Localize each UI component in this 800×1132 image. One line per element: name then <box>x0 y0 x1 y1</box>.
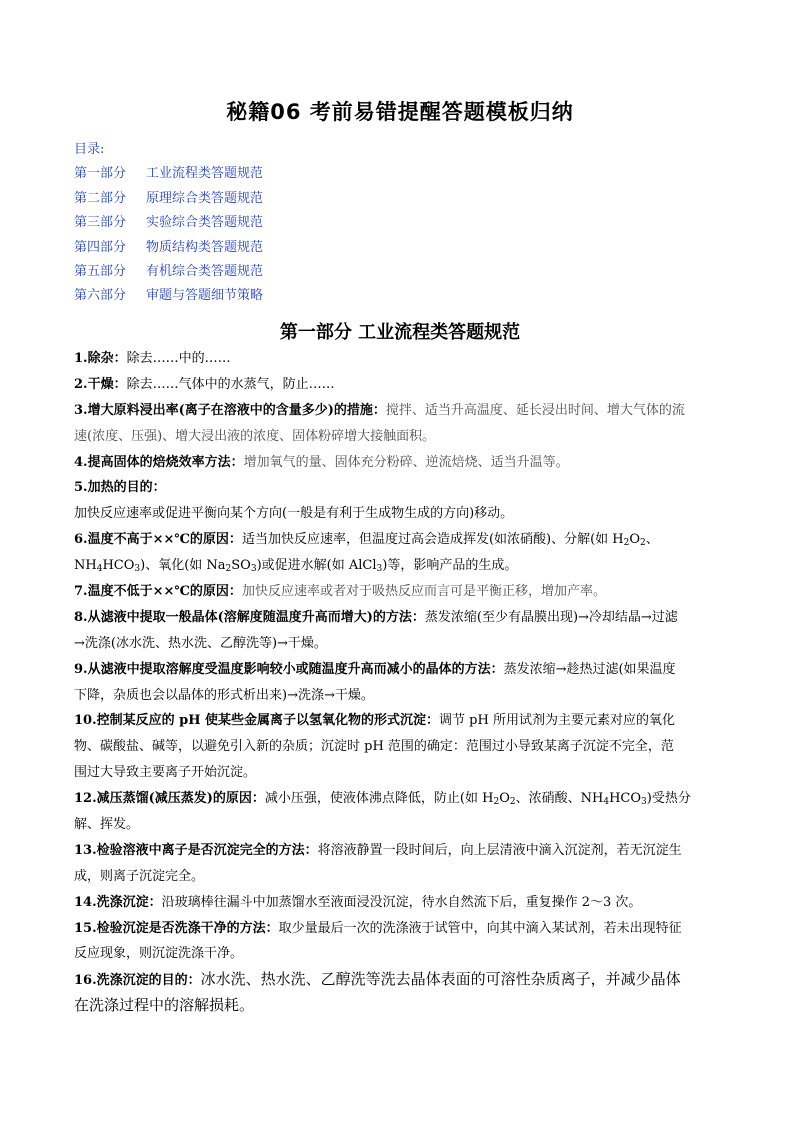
toc-item-label: 实验综合类答题规范 <box>146 215 264 231</box>
list-item-continuation: 下降，杂质也会以晶体的形式析出来)→洗涤→干燥。 <box>74 687 374 703</box>
list-item-continuation: 反应现象，则沉淀洗涤干净。 <box>74 946 244 962</box>
list-item-continuation: 加快反应速率或促进平衡向某个方向(一般是有利于生成物生成的方向)移动。 <box>74 506 514 522</box>
item-text: O <box>499 791 510 807</box>
toc-item-label: 工业流程类答题规范 <box>146 166 264 182</box>
item-heading: 1.除杂： <box>74 351 127 366</box>
toc-item-number: 第一部分 <box>74 166 127 182</box>
subscript: 2 <box>509 797 516 808</box>
subscript: 2 <box>640 538 646 549</box>
item-heading: 7.温度不低于××℃的原因： <box>74 584 242 600</box>
list-item <box>74 450 734 476</box>
item-heading: 14.洗涤沉淀： <box>74 894 162 910</box>
toc-item-label: 有机综合类答题规范 <box>146 263 264 279</box>
list-item <box>74 967 734 993</box>
item-text: 将溶液静置一段时间后，向上层清液中滴入沉淀剂，若无沉淀生 <box>317 842 682 858</box>
toc-item-number: 第六部分 <box>74 288 127 304</box>
item-text: 除去……气体中的水蒸气，防止…… <box>126 376 335 392</box>
subscript: 2 <box>225 564 232 575</box>
list-item <box>74 708 734 734</box>
item-text: O <box>629 532 641 548</box>
list-item <box>74 838 734 864</box>
section-title: 第一部分 工业流程类答题规范 <box>279 322 521 343</box>
toc-item[interactable] <box>74 187 263 211</box>
list-item-continuation: 速(浓度、压强)、增大浸出液的浓度、固体粉碎增大接触面积。 <box>74 428 436 444</box>
item-text: 蒸发浓缩(至少有晶膜出现)→冷却结晶→过滤 <box>424 609 678 625</box>
item-heading: 15.检验沉淀是否洗涤干净的方法： <box>74 920 279 936</box>
subscript: 3 <box>250 564 257 575</box>
list-item <box>74 346 734 372</box>
table-of-contents <box>74 138 263 309</box>
subscript: 4 <box>603 797 610 808</box>
list-item-continuation: 围过大导致主要离子开始沉淀。 <box>74 765 257 781</box>
item-heading: 4.提高固体的焙烧效率方法： <box>74 454 244 470</box>
list-item-continuation <box>74 553 734 579</box>
item-text: 、浓硝酸、NH <box>515 791 604 807</box>
item-text: 冰水洗、热水洗、乙醇洗等洗去晶体表面的可溶性杂质离子，并减少晶体 <box>200 970 681 989</box>
list-item-continuation: →洗涤(冰水洗、热水洗、乙醇洗等)→干燥。 <box>74 635 327 651</box>
list-item-continuation: 在洗涤过程中的溶解损耗。 <box>74 996 255 1015</box>
item-text: 沿玻璃棒往漏斗中加蒸馏水至液面浸没沉淀，待水自然流下后，重复操作 2～3 次。 <box>161 894 642 910</box>
section-content <box>74 346 734 1019</box>
list-item <box>74 527 734 553</box>
item-heading: 8.从滤液中提取一般晶体(溶解度随温度升高而增大)的方法： <box>74 609 425 625</box>
subscript: 3 <box>376 564 383 575</box>
toc-item-number: 第三部分 <box>74 215 127 231</box>
toc-item[interactable] <box>74 284 263 308</box>
list-item <box>74 657 734 683</box>
item-text: 加快反应速率或者对于吸热反应而言可是平衡正移，增加产率。 <box>241 584 606 600</box>
item-text: SO <box>231 558 251 574</box>
item-text: HCO <box>609 791 642 807</box>
subscript: 2 <box>623 538 630 549</box>
list-item <box>74 605 734 631</box>
toc-item[interactable] <box>74 236 263 260</box>
item-heading: 5.加热的目的： <box>74 480 166 496</box>
toc-heading: 目录: <box>74 142 105 157</box>
item-text: 除去……中的…… <box>126 351 231 366</box>
item-text: 搅拌、适当升高温度、延长浸出时间、增大气体的流 <box>385 402 685 418</box>
subscript: 2 <box>493 797 500 808</box>
item-text: 增加氧气的量、固体充分粉碎、逆流焙烧、适当升温等。 <box>243 454 569 470</box>
toc-item-number: 第二部分 <box>74 190 127 206</box>
list-item <box>74 786 734 812</box>
item-heading: 9.从滤液中提取溶解度受温度影响较小或随温度升高而减小的晶体的方法： <box>74 661 504 677</box>
item-text: 适当加快反应速率，但温度过高会造成挥发(如浓硝酸)、分解(如 H <box>241 532 624 548</box>
toc-item-number: 第五部分 <box>74 263 127 279</box>
item-text: 减小压强，使液体沸点降低，防止(如 H <box>264 791 494 807</box>
subscript: 3 <box>134 564 141 575</box>
document-title: 秘籍06 考前易错提醒答题模板归纳 <box>226 100 574 124</box>
item-text: )受热分 <box>646 791 691 807</box>
item-heading: 10.控制某反应的 pH 使某些金属离子以氢氧化物的形式沉淀： <box>74 713 440 729</box>
toc-item-label: 审题与答题细节策略 <box>146 288 264 304</box>
item-text: 调节 pH 所用试剂为主要元素对应的氧化 <box>439 713 675 729</box>
item-text: 取少量最后一次的洗涤液于试管中，向其中滴入某试剂，若未出现特征 <box>278 920 682 936</box>
item-text: NH <box>74 558 97 574</box>
item-heading: 16.洗涤沉淀的目的： <box>74 973 201 989</box>
item-heading: 12.减压蒸馏(减压蒸发)的原因： <box>74 791 265 807</box>
item-text: )、氧化(如 Na <box>140 558 226 574</box>
toc-item[interactable] <box>74 260 263 284</box>
item-text: )或促进水解(如 AlCl <box>256 558 377 574</box>
item-text: HCO <box>102 558 135 574</box>
toc-item[interactable] <box>74 162 263 186</box>
item-heading: 13.检验溶液中离子是否沉淀完全的方法： <box>74 842 318 858</box>
list-item <box>74 372 734 398</box>
toc-item-number: 第四部分 <box>74 239 127 255</box>
item-heading: 2.干燥： <box>74 376 127 392</box>
list-item <box>74 579 734 605</box>
item-text: )等，影响产品的生成。 <box>382 558 518 574</box>
list-item <box>74 916 734 942</box>
item-heading: 6.温度不高于××℃的原因： <box>74 532 242 548</box>
item-text: 、 <box>645 532 659 548</box>
toc-item-label: 物质结构类答题规范 <box>146 239 264 255</box>
toc-item-label: 原理综合类答题规范 <box>146 190 264 206</box>
item-text: 蒸发浓缩→趁热过滤(如果温度 <box>503 661 676 677</box>
subscript: 4 <box>96 564 103 575</box>
list-item-continuation: 解、挥发。 <box>74 817 140 833</box>
list-item <box>74 398 734 424</box>
list-item-continuation: 成，则离子沉淀完全。 <box>74 868 205 884</box>
item-heading: 3.增大原料浸出率(离子在溶液中的含量多少)的措施： <box>74 402 386 418</box>
list-item <box>74 890 734 916</box>
list-item-continuation: 物、碳酸盐、碱等，以避免引入新的杂质；沉淀时 pH 范围的确定：范围过小导致某离子沉淀不完全，范 <box>74 739 674 755</box>
subscript: 3 <box>641 797 647 808</box>
toc-item[interactable] <box>74 211 263 235</box>
